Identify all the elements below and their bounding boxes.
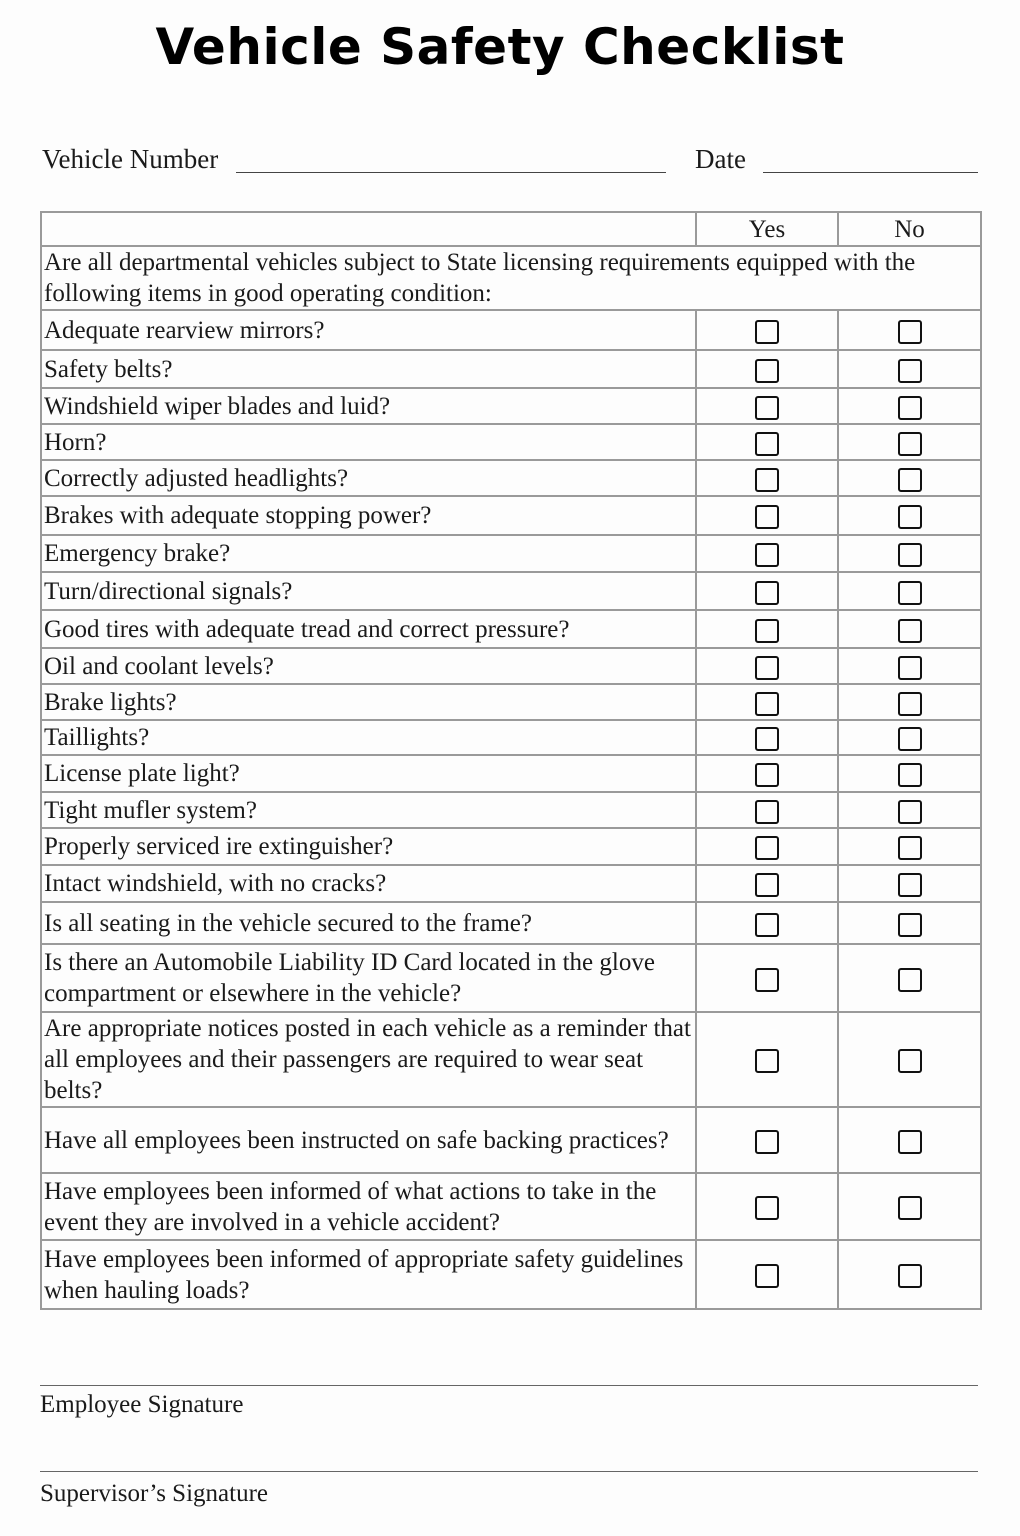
checklist-row	[41, 610, 981, 648]
column-header-yes: Yes	[696, 212, 838, 246]
checklist-row	[41, 755, 981, 792]
checklist-row	[41, 1012, 981, 1107]
no-checkbox[interactable]	[898, 1264, 922, 1288]
yes-cell	[696, 460, 838, 496]
no-checkbox[interactable]	[898, 581, 922, 605]
yes-cell	[696, 1107, 838, 1173]
checklist-row	[41, 535, 981, 572]
yes-checkbox[interactable]	[755, 396, 779, 420]
no-cell	[838, 792, 981, 828]
supervisor-signature-line[interactable]	[40, 1471, 978, 1472]
checklist-question: Emergency brake?	[41, 535, 696, 572]
yes-cell	[696, 944, 838, 1012]
yes-checkbox[interactable]	[755, 505, 779, 529]
checklist-row	[41, 1107, 981, 1173]
yes-checkbox[interactable]	[755, 800, 779, 824]
yes-checkbox[interactable]	[755, 468, 779, 492]
no-cell	[838, 902, 981, 944]
page-title: Vehicle Safety Checklist	[155, 18, 845, 76]
no-cell	[838, 648, 981, 684]
yes-cell	[696, 535, 838, 572]
no-cell	[838, 1173, 981, 1240]
yes-cell	[696, 310, 838, 350]
yes-checkbox[interactable]	[755, 359, 779, 383]
checklist-row	[41, 648, 981, 684]
checklist-row	[41, 720, 981, 755]
yes-cell	[696, 610, 838, 648]
no-cell	[838, 350, 981, 388]
yes-cell	[696, 755, 838, 792]
vehicle-number-label: Vehicle Number	[42, 144, 219, 174]
yes-checkbox[interactable]	[755, 1264, 779, 1288]
checklist-row	[41, 572, 981, 610]
yes-cell	[696, 1173, 838, 1240]
checklist-row	[41, 460, 981, 496]
no-checkbox[interactable]	[898, 800, 922, 824]
checklist-row	[41, 350, 981, 388]
yes-checkbox[interactable]	[755, 619, 779, 643]
yes-checkbox[interactable]	[755, 543, 779, 567]
checklist-table	[40, 211, 982, 1310]
no-cell	[838, 460, 981, 496]
yes-cell	[696, 350, 838, 388]
checklist-question: Oil and coolant levels?	[41, 648, 696, 684]
yes-cell	[696, 828, 838, 865]
no-checkbox[interactable]	[898, 543, 922, 567]
yes-cell	[696, 388, 838, 424]
checklist-row	[41, 496, 981, 535]
no-checkbox[interactable]	[898, 320, 922, 344]
yes-cell	[696, 572, 838, 610]
no-cell	[838, 388, 981, 424]
yes-cell	[696, 902, 838, 944]
checklist-question: Have all employees been instructed on safe backing practices?	[41, 1107, 696, 1173]
checklist-question: License plate light?	[41, 755, 696, 792]
checklist-question: Correctly adjusted headlights?	[41, 460, 696, 496]
yes-cell	[696, 720, 838, 755]
yes-checkbox[interactable]	[755, 320, 779, 344]
yes-checkbox[interactable]	[755, 581, 779, 605]
checklist-row	[41, 902, 981, 944]
yes-checkbox[interactable]	[755, 727, 779, 751]
no-checkbox[interactable]	[898, 1049, 922, 1073]
no-cell	[838, 755, 981, 792]
yes-checkbox[interactable]	[755, 1196, 779, 1220]
checklist-question: Horn?	[41, 424, 696, 460]
checklist-row	[41, 828, 981, 865]
yes-checkbox[interactable]	[755, 836, 779, 860]
yes-cell	[696, 496, 838, 535]
yes-cell	[696, 792, 838, 828]
no-checkbox[interactable]	[898, 836, 922, 860]
checklist-row	[41, 684, 981, 720]
yes-checkbox[interactable]	[755, 692, 779, 716]
no-cell	[838, 865, 981, 902]
supervisor-signature-label: Supervisor’s Signature	[40, 1480, 268, 1507]
yes-checkbox[interactable]	[755, 432, 779, 456]
checklist-question: Have employees been informed of what actions to take in the event they are involved in a vehicle accident?	[41, 1173, 696, 1240]
no-checkbox[interactable]	[898, 1196, 922, 1220]
no-checkbox[interactable]	[898, 432, 922, 456]
no-cell	[838, 828, 981, 865]
yes-checkbox[interactable]	[755, 913, 779, 937]
checklist-question: Brakes with adequate stopping power?	[41, 496, 696, 535]
checklist-question: Brake lights?	[41, 684, 696, 720]
yes-checkbox[interactable]	[755, 968, 779, 992]
no-cell	[838, 1107, 981, 1173]
intro-text: Are all departmental vehicles subject to State licensing requirements equipped with the following items in good operating condition:	[41, 246, 981, 310]
yes-cell	[696, 684, 838, 720]
yes-cell	[696, 1012, 838, 1107]
checklist-question: Tight mufler system?	[41, 792, 696, 828]
no-cell	[838, 535, 981, 572]
no-checkbox[interactable]	[898, 727, 922, 751]
vehicle-number-field[interactable]	[236, 172, 666, 173]
no-cell	[838, 424, 981, 460]
yes-checkbox[interactable]	[755, 873, 779, 897]
no-checkbox[interactable]	[898, 656, 922, 680]
date-field[interactable]	[763, 172, 978, 173]
checklist-question: Windshield wiper blades and luid?	[41, 388, 696, 424]
checklist-question: Taillights?	[41, 720, 696, 755]
checklist-question: Is all seating in the vehicle secured to the frame?	[41, 902, 696, 944]
yes-cell	[696, 648, 838, 684]
checklist-row	[41, 424, 981, 460]
checklist-row	[41, 944, 981, 1012]
checklist-question: Have employees been informed of appropriate safety guidelines when hauling loads?	[41, 1240, 696, 1309]
no-cell	[838, 610, 981, 648]
checklist-question: Are appropriate notices posted in each vehicle as a reminder that all employees and their passengers are required to wear seat belts?	[41, 1012, 696, 1107]
no-checkbox[interactable]	[898, 913, 922, 937]
no-checkbox[interactable]	[898, 873, 922, 897]
checklist-question: Safety belts?	[41, 350, 696, 388]
no-checkbox[interactable]	[898, 468, 922, 492]
no-cell	[838, 496, 981, 535]
no-cell	[838, 684, 981, 720]
no-checkbox[interactable]	[898, 505, 922, 529]
no-checkbox[interactable]	[898, 359, 922, 383]
no-cell	[838, 1240, 981, 1309]
employee-signature-label: Employee Signature	[40, 1391, 244, 1418]
checklist-row	[41, 1173, 981, 1240]
no-cell	[838, 944, 981, 1012]
header-row	[41, 212, 981, 246]
no-cell	[838, 310, 981, 350]
yes-cell	[696, 865, 838, 902]
checklist-row	[41, 792, 981, 828]
yes-checkbox[interactable]	[755, 656, 779, 680]
yes-cell	[696, 424, 838, 460]
column-header-no: No	[838, 212, 981, 246]
checklist-question: Good tires with adequate tread and correct pressure?	[41, 610, 696, 648]
yes-cell	[696, 1240, 838, 1309]
checklist-question: Is there an Automobile Liability ID Card located in the glove compartment or elsewhere in the vehicle?	[41, 944, 696, 1012]
checklist-question: Properly serviced ire extinguisher?	[41, 828, 696, 865]
yes-checkbox[interactable]	[755, 763, 779, 787]
no-checkbox[interactable]	[898, 763, 922, 787]
checklist-row	[41, 1240, 981, 1309]
yes-checkbox[interactable]	[755, 1130, 779, 1154]
no-checkbox[interactable]	[898, 619, 922, 643]
no-checkbox[interactable]	[898, 1130, 922, 1154]
no-cell	[838, 1012, 981, 1107]
no-checkbox[interactable]	[898, 396, 922, 420]
header-blank-cell	[41, 212, 696, 246]
checklist-row	[41, 865, 981, 902]
no-cell	[838, 572, 981, 610]
date-label: Date	[695, 144, 746, 174]
checklist-question: Intact windshield, with no cracks?	[41, 865, 696, 902]
intro-row	[41, 246, 981, 310]
checklist-question: Adequate rearview mirrors?	[41, 310, 696, 350]
no-checkbox[interactable]	[898, 968, 922, 992]
no-checkbox[interactable]	[898, 692, 922, 716]
employee-signature-line[interactable]	[40, 1385, 978, 1386]
checklist-row	[41, 388, 981, 424]
yes-checkbox[interactable]	[755, 1049, 779, 1073]
checklist-question: Turn/directional signals?	[41, 572, 696, 610]
checklist-row	[41, 310, 981, 350]
no-cell	[838, 720, 981, 755]
